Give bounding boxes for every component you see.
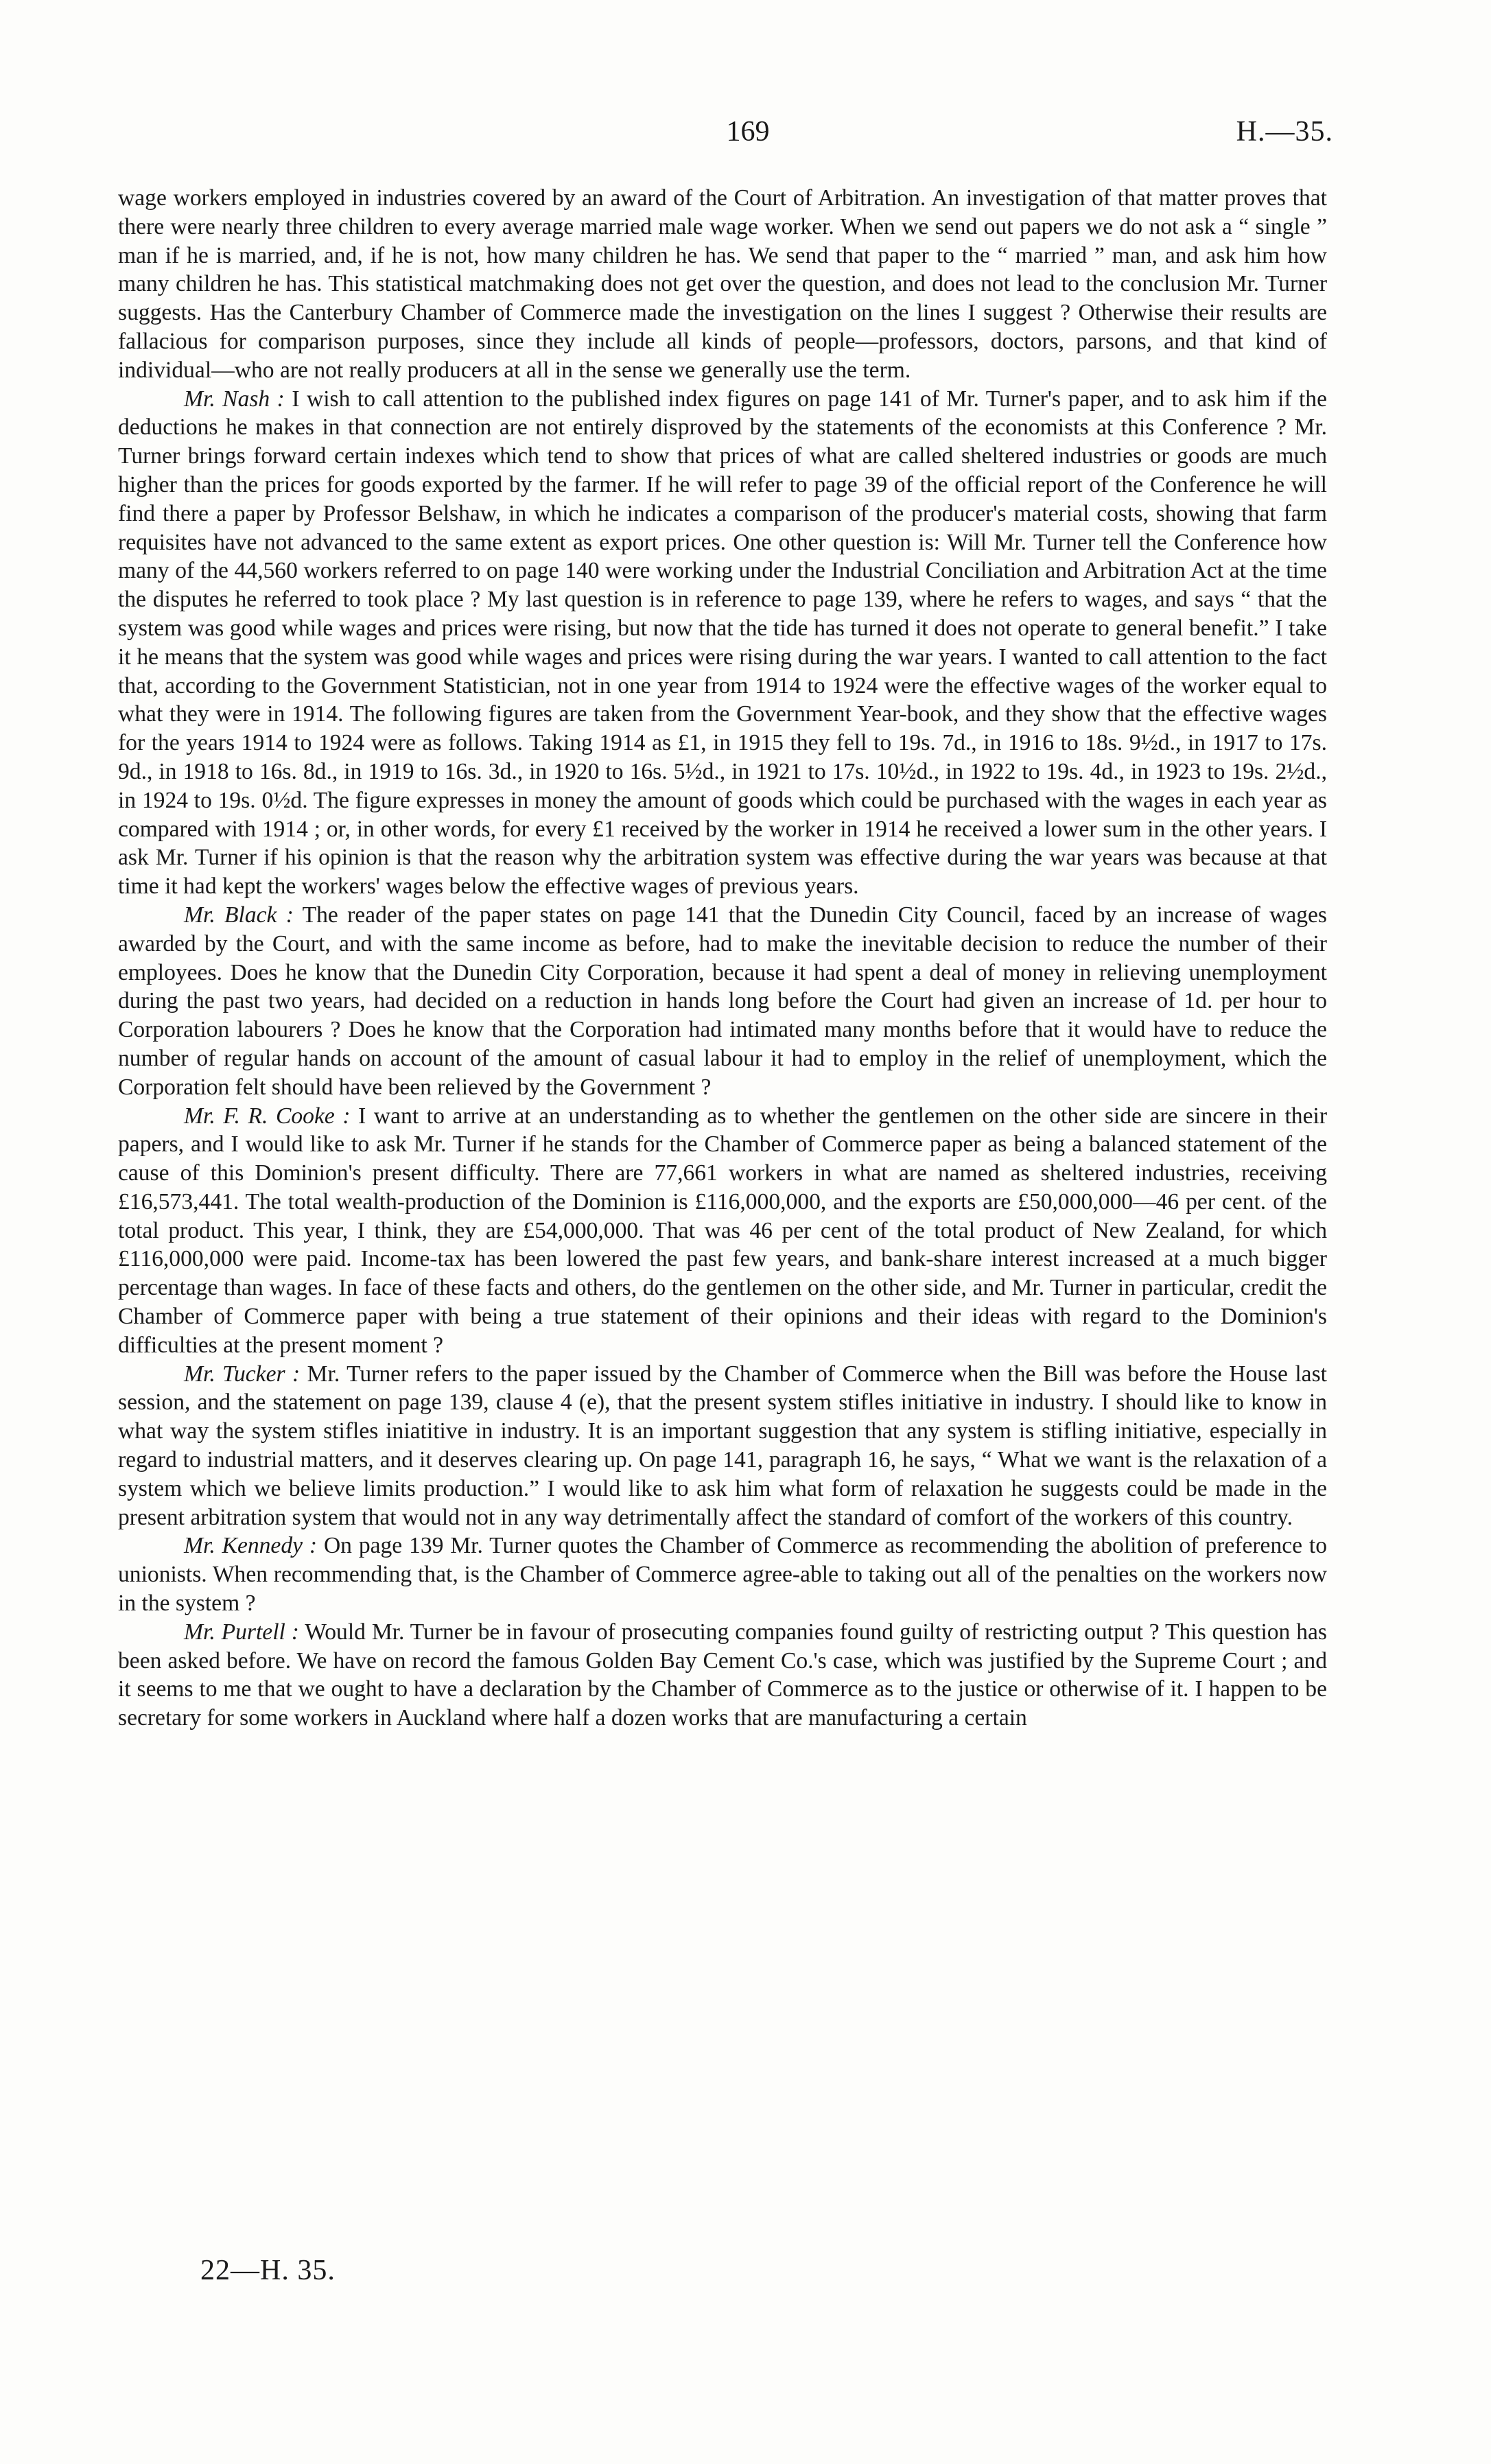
paragraph-nash	[118, 385, 1327, 901]
paragraph-tucker	[118, 1360, 1327, 1532]
speaker-name: Mr. Purtell :	[184, 1619, 299, 1645]
speaker-name: Mr. Nash :	[184, 386, 285, 412]
speaker-name: Mr. Tucker :	[184, 1361, 301, 1387]
speaker-name: Mr. Kennedy :	[184, 1533, 318, 1559]
paragraph-text: I wish to call attention to the published index figures on page 141 of Mr. Turner's paper, and to ask him if the deductions he makes in that connection are not entirely disproved by the statements of the economists at this Conference ? Mr. Turner brings forward certain indexes which tend to show that prices of what are called sheltered industries or goods are much higher than the prices for goods exported by the farmer. If he will refer to page 39 of the official report of the Conference he will find there a paper by Professor Belshaw, in which he indicates a comparison of the producer's material costs, showing that farm requisites have not advanced to the same extent as export prices. One other question is: Will Mr. Turner tell the Conference how many of the 44,560 workers referred to on page 140 were working under the Industrial Conciliation and Arbitration Act at the time the disputes he referred to took place ? My last question is in reference to page 139, where he refers to wages, and says “ that the system was good while wages and prices were rising, but now that the tide has turned it does not operate to general benefit.” I take it he means that the system was good while wages and prices were rising during the war years. I wanted to call attention to the fact that, according to the Government Statistician, not in one year from 1914 to 1924 were the effective wages of the worker equal to what they were in 1914. The following figures are taken from the Government Year-book, and they show that the effective wages for the years 1914 to 1924 were as follows. Taking 1914 as £1, in 1915 they fell to 19s. 7d., in 1916 to 18s. 9½d., in 1917 to 17s. 9d., in 1918 to 16s. 8d., in 1919 to 16s. 3d., in 1920 to 16s. 5½d., in 1921 to 17s. 10½d., in 1922 to 19s. 4d., in 1923 to 19s. 2½d., in 1924 to 19s. 0½d. The figure expresses in money the amount of goods which could be purchased with the wages in each year as compared with 1914 ; or, in other words, for every £1 received by the worker in 1914 he received a lower sum in the other years. I ask Mr. Turner if his opinion is that the reason why the arbitration system was effective during the war years was because at that time it had kept the workers' wages below the effective wages of previous years.	[118, 386, 1327, 900]
signature-mark: 22—H. 35.	[200, 2255, 336, 2286]
paragraph-continuation	[118, 184, 1327, 385]
document-reference: H.—35.	[1236, 116, 1333, 148]
paragraph-cooke	[118, 1102, 1327, 1360]
paragraph-text: Would Mr. Turner be in favour of prosecuting companies found guilty of restricting output ? This question has been asked before. We have on record the famous Golden Bay Cement Co.'s case, which was justified by the Supreme Court ; and it seems to me that we ought to have a declaration by the Chamber of Commerce as to the justice or otherwise of it. I happen to be secretary for some workers in Auckland where half a dozen works that are manufacturing a certain	[118, 1619, 1327, 1731]
paragraph-text: wage workers employed in industries covered by an award of the Court of Arbitration. An investigation of that matter proves that there were nearly three children to every average married male wage worker. When we send out papers we do not ask a “ single ” man if he is married, and, if he is not, how many children he has. We send that paper to the “ married ” man, and ask him how many children he has. This statistical matchmaking does not get over the question, and does not lead to the conclusion Mr. Turner suggests. Has the Canterbury Chamber of Commerce made the investigation on the lines I suggest ? Otherwise their results are fallacious for comparison purposes, since they include all kinds of people—professors, doctors, parsons, and that kind of individual—who are not really producers at all in the sense we generally use the term.	[118, 185, 1327, 383]
paragraph-text: The reader of the paper states on page 141 that the Dunedin City Council, faced by an increase of wages awarded by the Court, and with the same income as before, had to make the inevitable decision to reduce the number of their employees. Does he know that the Dunedin City Corporation, because it had spent a deal of money in relieving unemployment during the past two years, had decided on a reduction in hands long before the Court had given an increase of 1d. per hour to Corporation labourers ? Does he know that the Corporation had intimated many months before that it would have to reduce the number of regular hands on account of the amount of casual labour it had to employ in the relief of unemployment, which the Corporation felt should have been relieved by the Government ?	[118, 902, 1327, 1100]
body-text	[118, 184, 1327, 1733]
paragraph-purtell	[118, 1618, 1327, 1733]
paragraph-kennedy	[118, 1532, 1327, 1617]
paragraph-text: On page 139 Mr. Turner quotes the Chamber of Commerce as recommending the abolition of preference to unionists. When recommending that, is the Chamber of Commerce agree-able to taking out all of the penalties on the workers now in the system ?	[118, 1533, 1328, 1617]
page-number: 169	[726, 116, 770, 148]
paragraph-text: Mr. Turner refers to the paper issued by the Chamber of Commerce when the Bill was before the House last session, and the statement on page 139, clause 4 (e), that the present system stifles initiative in industry. I should like to know in what way the system stifles iniatitive in industry. It is an important suggestion that any system is stifling initiative, especially in regard to industrial matters, and it deserves clearing up. On page 141, paragraph 16, he says, “ What we want is the relaxation of a system which we believe limits production.” I would like to ask him what form of relaxation he suggests could be made in the present arbitration system that would not in any way detrimentally affect the standard of comfort of the workers of this country.	[118, 1361, 1327, 1530]
paragraph-text: I want to arrive at an understanding as to whether the gentlemen on the other side are sincere in their papers, and I would like to ask Mr. Turner if he stands for the Chamber of Commerce paper as being a balanced statement of the cause of this Dominion's present difficulty. There are 77,661 workers in what are named as sheltered industries, receiving £16,573,441. The total wealth-production of the Dominion is £116,000,000, and the exports are £50,000,000—46 per cent. of the total product. This year, I think, they are £54,000,000. That was 46 per cent of the total product of New Zealand, for which £116,000,000 were paid. Income-tax has been lowered the past few years, and bank-share interest increased at a much bigger percentage than wages. In face of these facts and others, do the gentlemen on the other side, and Mr. Turner in particular, credit the Chamber of Commerce paper with being a true statement of their opinions and their ideas with regard to the Dominion's difficulties at the present moment ?	[118, 1103, 1328, 1358]
speaker-name: Mr. F. R. Cooke :	[184, 1103, 351, 1129]
paragraph-black	[118, 901, 1327, 1102]
speaker-name: Mr. Black :	[184, 902, 294, 928]
